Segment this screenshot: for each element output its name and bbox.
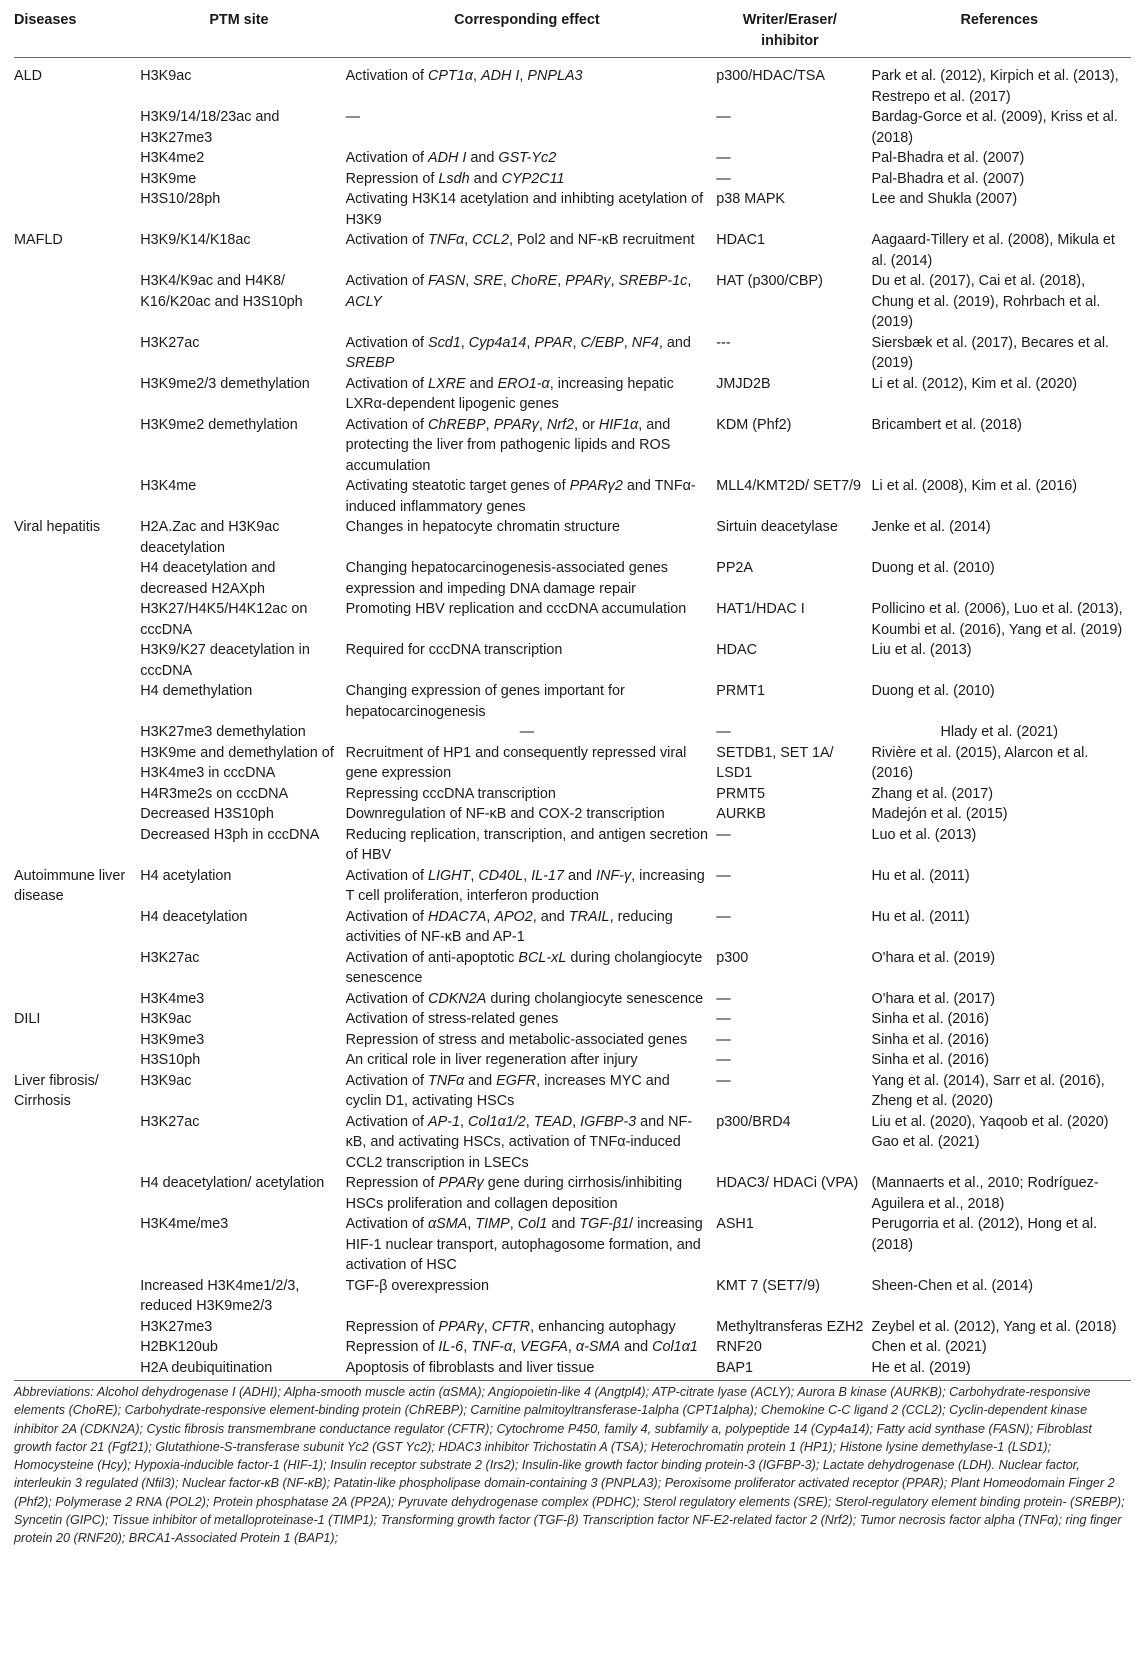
writer-cell: p300/BRD4 bbox=[716, 1113, 791, 1130]
ptm-site-cell: H3K9ac bbox=[140, 1011, 192, 1027]
table-row bbox=[14, 681, 1131, 722]
writer-cell: — bbox=[716, 1031, 731, 1048]
ptm-site-cell: H3K4/K9ac and H4K8/ K16/K20ac and H3S10ph bbox=[140, 273, 303, 310]
effect-cell: Repression of PPARγ, CFTR, enhancing autophagy bbox=[345, 1318, 676, 1335]
reference-cell: Perugorria et al. (2012), Hong et al. (2018) bbox=[871, 1216, 1098, 1253]
writer-cell: — bbox=[716, 109, 731, 125]
ptm-site-cell: H3K27ac bbox=[140, 1113, 200, 1130]
reference-cell: Lee and Shukla (2007) bbox=[871, 191, 1018, 207]
effect-cell: An critical role in liver regeneration after injury bbox=[345, 1052, 638, 1068]
ptm-site-cell: H3K27ac bbox=[140, 949, 200, 966]
reference-cell: (Mannaerts et al., 2010; Rodríguez-Aguilera et al., 2018) bbox=[871, 1175, 1099, 1212]
ptm-site-cell: H3S10/28ph bbox=[140, 191, 221, 207]
writer-cell: KMT 7 (SET7/9) bbox=[716, 1277, 820, 1294]
effect-cell: Repression of PPARγ gene during cirrhosis/inhibiting HSCs proliferation and collagen deposition bbox=[345, 1175, 683, 1212]
writer-cell: — bbox=[716, 908, 731, 925]
reference-cell: Yang et al. (2014), Sarr et al. (2016), Zheng et al. (2020) bbox=[871, 1072, 1105, 1109]
writer-cell: — bbox=[716, 1072, 731, 1089]
writer-cell: ASH1 bbox=[716, 1216, 754, 1232]
disease-cell bbox=[14, 599, 136, 640]
table-row bbox=[14, 640, 1131, 681]
reference-cell: Chen et al. (2021) bbox=[871, 1339, 987, 1355]
ptm-site-cell: H3K9me2 demethylation bbox=[140, 416, 298, 433]
effect-cell: Activation of FASN, SRE, ChoRE, PPARγ, SREBP-1c, ACLY bbox=[345, 273, 692, 310]
disease-cell bbox=[14, 804, 136, 825]
table-row bbox=[14, 866, 1131, 907]
writer-cell: Sirtuin deacetylase bbox=[716, 519, 838, 535]
reference-cell: Hlady et al. (2021) bbox=[940, 724, 1059, 740]
disease-cell bbox=[14, 148, 136, 169]
disease-cell bbox=[14, 1317, 136, 1338]
reference-cell: Bardag-Gorce et al. (2009), Kriss et al. (2018) bbox=[871, 109, 1118, 146]
abbreviations-footnote: Abbreviations: Alcohol dehydrogenase I (ADHI); Alpha-smooth muscle actin (αSMA); Angiopoietin-like 4 (Angtpl4); ATP-citrate lyase (ACLY); Aurora B kinase (AURKB); Carbohydrate-responsive elements (ChoRE); Carbohydrate-responsive element-binding protein (ChREBP); Carnitine palmitoyltransferase-1alpha (CPT1alpha); Chemokine C-C ligand 2 (CCL2); Cyclin-dependent kinase inhibitor 2A (CDKN2A); Cystic fibrosis transmembrane conductance regulator (CFTR); Cytochrome P450, family 4, subfamily a, polypeptide 14 (Cyp4a14); Fatty acid synthase (FASN); Fibroblast growth factor 21 (Fgf21); Glutathione-S-transferase subunit Yc2 (GST Yc2); HDAC3 inhibitor Trichostatin A (TSA); Heterochromatin protein 1 (HP1); Histone lysine demethylase-1 (LSD1); Homocysteine (Hcy); Hypoxia-inducible factor-1 (HIF-1); Insulin receptor substrate 2 (Irs2); Insulin-like growth factor binding protein-3 (IGFBP-3); Lactate dehydrogenase (LDH). Nuclear factor, interleukin 3 regulated (Nfil3); Nuclear factor-κB (NF-κB); Patatin-like phospholipase domain-containing 3 (PNPLA3); Peroxisome proliferator activated receptor (PPAR); Plant Homeodomain Finger 2 (Phf2); Polymerase 2 RNA (POL2); Protein phosphatase 2A (PP2A); Pyruvate dehydrogenase complex (PDHC); Sterol regulatory elements (SRE); Sterol-regulatory element binding protein- (SREBP); Syncetin (GIPC); Tissue inhibitor of metalloproteinase-1 (TIMP1); Transforming growth factor (TGF-β) Transcription factor NF-E2-related factor 2 (Nrf2); Tumor necrosis factor alpha (TNFα); ring finger protein 20 (RNF20); BRCA1-Associated Protein 1 (BAP1); bbox=[14, 1385, 1125, 1546]
writer-cell: JMJD2B bbox=[716, 375, 771, 392]
header-diseases: Diseases bbox=[14, 6, 136, 58]
ptm-site-cell: H3K9ac bbox=[140, 68, 192, 84]
writer-cell: Methyltransferas EZH2 bbox=[716, 1318, 864, 1335]
effect-cell: Changes in hepatocyte chromatin structure bbox=[345, 519, 620, 535]
effect-cell: Activation of LXRE and ERO1-α, increasing hepatic LXRα-dependent lipogenic genes bbox=[345, 375, 674, 412]
writer-cell: — bbox=[716, 170, 731, 187]
effect-cell: Activation of ADH I and GST-Yc2 bbox=[345, 150, 557, 166]
writer-cell: — bbox=[716, 1011, 731, 1027]
reference-cell: Liu et al. (2020), Yaqoob et al. (2020) Gao et al. (2021) bbox=[871, 1113, 1109, 1150]
reference-cell: Hu et al. (2011) bbox=[871, 867, 970, 884]
disease-cell: Liver fibrosis/ Cirrhosis bbox=[14, 1072, 99, 1109]
effect-cell: Activation of αSMA, TIMP, Col1 and TGF-β1/ increasing HIF-1 nuclear transport, autophagosome formation, and activation of HSC bbox=[345, 1216, 703, 1273]
effect-cell: Required for cccDNA transcription bbox=[345, 642, 563, 658]
effect-cell: Activation of CPT1α, ADH I, PNPLA3 bbox=[345, 68, 583, 84]
writer-cell: HDAC bbox=[716, 642, 758, 658]
disease-cell bbox=[14, 189, 136, 230]
writer-cell: BAP1 bbox=[712, 1358, 867, 1381]
disease-cell bbox=[14, 333, 136, 374]
table-row bbox=[14, 58, 1131, 108]
table-row bbox=[14, 517, 1131, 558]
ptm-site-cell: H4 deacetylation bbox=[140, 908, 248, 925]
effect-cell: Activation of LIGHT, CD40L, IL-17 and INF-γ, increasing T cell proliferation, interferon production bbox=[345, 867, 705, 904]
reference-cell: Aagaard-Tillery et al. (2008), Mikula et al. (2014) bbox=[871, 232, 1115, 269]
writer-cell: — bbox=[716, 724, 731, 740]
effect-cell: Activation of anti-apoptotic BCL-xL during cholangiocyte senescence bbox=[345, 949, 703, 986]
table-row bbox=[14, 1050, 1131, 1071]
writer-cell: HAT (p300/CBP) bbox=[716, 273, 823, 289]
writer-cell: p38 MAPK bbox=[716, 191, 786, 207]
table-row bbox=[14, 599, 1131, 640]
effect-cell: Repression of IL-6, TNF-α, VEGFA, α-SMA and Col1α1 bbox=[345, 1339, 698, 1355]
effect-cell: Repression of Lsdh and CYP2C11 bbox=[345, 170, 565, 187]
disease-cell bbox=[14, 169, 136, 190]
table-body bbox=[14, 58, 1131, 1381]
ptm-site-cell: H3K4me/me3 bbox=[140, 1216, 229, 1232]
reference-cell: Hu et al. (2011) bbox=[871, 908, 970, 925]
header-row bbox=[14, 6, 1131, 58]
reference-cell: Zeybel et al. (2012), Yang et al. (2018) bbox=[871, 1318, 1117, 1335]
disease-cell bbox=[14, 1173, 136, 1214]
reference-cell: Sinha et al. (2016) bbox=[871, 1011, 990, 1027]
table-row bbox=[14, 1276, 1131, 1317]
header-writer-eraser-inhibitor: Writer/Eraser/ inhibitor bbox=[712, 6, 867, 58]
reference-cell: Duong et al. (2010) bbox=[871, 560, 995, 576]
disease-cell bbox=[14, 640, 136, 681]
effect-cell: Activation of TNFα, CCL2, Pol2 and NF-κB recruitment bbox=[345, 232, 695, 248]
reference-cell: Sinha et al. (2016) bbox=[871, 1031, 990, 1048]
effect-cell: — bbox=[519, 724, 535, 740]
disease-cell: Autoimmune liver disease bbox=[14, 867, 126, 904]
table-row bbox=[14, 948, 1131, 989]
table-row bbox=[14, 1317, 1131, 1338]
ptm-site-cell: H4 acetylation bbox=[140, 867, 232, 884]
header-corresponding-effect: Corresponding effect bbox=[342, 6, 713, 58]
reference-cell: Bricambert et al. (2018) bbox=[871, 416, 1022, 433]
ptm-site-cell: H3K27me3 bbox=[140, 1318, 213, 1335]
effect-cell: Activation of CDKN2A during cholangiocyte senescence bbox=[345, 990, 704, 1007]
reference-cell: Rivière et al. (2015), Alarcon et al. (2016) bbox=[871, 744, 1089, 781]
effect-cell: Activation of HDAC7A, APO2, and TRAIL, reducing activities of NF-κB and AP-1 bbox=[345, 908, 673, 945]
ptm-site-cell: H2BK120ub bbox=[140, 1339, 218, 1355]
disease-cell bbox=[14, 722, 136, 743]
ptm-site-cell: H4 deacetylation and decreased H2AXph bbox=[140, 560, 276, 597]
ptm-site-cell: H4 deacetylation/ acetylation bbox=[140, 1175, 325, 1191]
ptm-site-cell: H3K27ac bbox=[140, 334, 200, 351]
ptm-site-cell: H4 demethylation bbox=[140, 683, 253, 699]
reference-cell: Pollicino et al. (2006), Luo et al. (2013), Koumbi et al. (2016), Yang et al. (2019) bbox=[871, 601, 1123, 638]
ptm-site-cell: H3K9me and demethylation of H3K4me3 in cccDNA bbox=[140, 744, 334, 781]
table-row bbox=[14, 1214, 1131, 1276]
ptm-site-cell: H3K27/H4K5/H4K12ac on cccDNA bbox=[140, 601, 308, 638]
effect-cell: Repressing cccDNA transcription bbox=[345, 785, 556, 802]
disease-cell bbox=[14, 989, 136, 1010]
disease-cell bbox=[14, 1276, 136, 1317]
effect-cell: Activation of stress-related genes bbox=[345, 1011, 559, 1027]
reference-cell: Siersbæk et al. (2017), Becares et al. (2019) bbox=[871, 334, 1110, 371]
table-header bbox=[14, 6, 1131, 58]
disease-cell: MAFLD bbox=[14, 232, 63, 248]
disease-cell bbox=[14, 1050, 136, 1071]
table-row bbox=[14, 1009, 1131, 1030]
writer-cell: p300/HDAC/TSA bbox=[716, 68, 826, 84]
header-references: References bbox=[868, 6, 1132, 58]
disease-cell bbox=[14, 1358, 136, 1381]
disease-cell bbox=[14, 743, 136, 784]
disease-cell bbox=[14, 415, 136, 477]
ptm-site-cell: H4R3me2s on cccDNA bbox=[140, 785, 289, 802]
disease-cell bbox=[14, 1214, 136, 1276]
disease-cell: DILI bbox=[14, 1011, 41, 1027]
writer-cell: — bbox=[716, 867, 731, 884]
writer-cell: --- bbox=[716, 334, 731, 351]
ptm-site-cell: Decreased H3ph in cccDNA bbox=[140, 826, 320, 843]
effect-cell: Repression of stress and metabolic-associated genes bbox=[345, 1031, 688, 1048]
writer-cell: PRMT1 bbox=[716, 683, 766, 699]
ptm-site-cell: H3K9me3 bbox=[140, 1031, 205, 1048]
disease-cell bbox=[14, 1112, 136, 1174]
writer-cell: RNF20 bbox=[716, 1339, 762, 1355]
disease-cell bbox=[14, 907, 136, 948]
table-row bbox=[14, 1071, 1131, 1112]
table-row bbox=[14, 271, 1131, 333]
table-row bbox=[14, 722, 1131, 743]
effect-cell: TGF-β overexpression bbox=[345, 1277, 490, 1294]
ptm-table bbox=[14, 6, 1131, 1381]
reference-cell: Du et al. (2017), Cai et al. (2018), Chung et al. (2019), Rohrbach et al. (2019) bbox=[871, 273, 1101, 330]
header-ptm-site: PTM site bbox=[136, 6, 341, 58]
ptm-site-cell: Decreased H3S10ph bbox=[140, 806, 274, 822]
disease-cell bbox=[14, 476, 136, 517]
writer-cell: MLL4/KMT2D/ SET7/9 bbox=[716, 478, 861, 494]
table-row bbox=[14, 825, 1131, 866]
reference-cell: Sinha et al. (2016) bbox=[871, 1052, 990, 1068]
writer-cell: — bbox=[716, 1052, 731, 1068]
ptm-site-cell: Increased H3K4me1/2/3, reduced H3K9me2/3 bbox=[140, 1277, 300, 1314]
ptm-site-cell: H2A deubiquitination bbox=[136, 1358, 341, 1381]
disease-cell bbox=[14, 681, 136, 722]
writer-cell: — bbox=[716, 826, 731, 843]
disease-cell bbox=[14, 374, 136, 415]
effect-cell: Activating steatotic target genes of PPARγ2 and TNFα-induced inflammatory genes bbox=[345, 478, 696, 515]
table-row bbox=[14, 374, 1131, 415]
disease-cell bbox=[14, 825, 136, 866]
reference-cell: Duong et al. (2010) bbox=[871, 683, 995, 699]
table-row bbox=[14, 1358, 1131, 1381]
effect-cell: Activation of ChREBP, PPARγ, Nrf2, or HIF1α, and protecting the liver from pathogenic lipids and ROS accumulation bbox=[345, 416, 671, 474]
ptm-site-cell: H3K9/K27 deacetylation in cccDNA bbox=[140, 642, 310, 679]
reference-cell: Madejón et al. (2015) bbox=[871, 806, 1008, 822]
ptm-site-cell: H2A.Zac and H3K9ac deacetylation bbox=[140, 519, 280, 556]
effect-cell: Changing hepatocarcinogenesis-associated genes expression and impeding DNA damage repair bbox=[345, 560, 668, 597]
writer-cell: PP2A bbox=[716, 560, 754, 576]
effect-cell: Downregulation of NF-κB and COX-2 transcription bbox=[345, 806, 665, 822]
disease-cell: Viral hepatitis bbox=[14, 519, 101, 535]
table-row bbox=[14, 415, 1131, 477]
effect-cell: Reducing replication, transcription, and antigen secretion of HBV bbox=[345, 826, 708, 863]
table-row bbox=[14, 169, 1131, 190]
ptm-site-cell: H3K9/K14/K18ac bbox=[140, 232, 251, 248]
effect-cell: Changing expression of genes important for hepatocarcinogenesis bbox=[345, 683, 625, 720]
disease-cell bbox=[14, 1030, 136, 1051]
ptm-site-cell: H3K9me2/3 demethylation bbox=[140, 375, 310, 392]
table-row bbox=[14, 1337, 1131, 1358]
ptm-site-cell: H3K9ac bbox=[140, 1072, 192, 1089]
table-row bbox=[14, 107, 1131, 148]
writer-cell: p300 bbox=[716, 949, 749, 966]
reference-cell: He et al. (2019) bbox=[868, 1358, 1132, 1381]
disease-cell bbox=[14, 784, 136, 805]
disease-cell bbox=[14, 948, 136, 989]
writer-cell: HDAC1 bbox=[716, 232, 766, 248]
reference-cell: Sheen-Chen et al. (2014) bbox=[871, 1277, 1034, 1294]
writer-cell: PRMT5 bbox=[716, 785, 766, 802]
ptm-site-cell: H3S10ph bbox=[140, 1052, 201, 1068]
reference-cell: Pal-Bhadra et al. (2007) bbox=[871, 170, 1025, 187]
table-row bbox=[14, 476, 1131, 517]
table-row bbox=[14, 804, 1131, 825]
table-row bbox=[14, 743, 1131, 784]
disease-cell: ALD bbox=[14, 68, 42, 84]
writer-cell: HAT1/HDAC I bbox=[716, 601, 805, 617]
table-row bbox=[14, 989, 1131, 1010]
disease-cell bbox=[14, 271, 136, 333]
reference-cell: Pal-Bhadra et al. (2007) bbox=[871, 150, 1025, 166]
reference-cell: Li et al. (2008), Kim et al. (2016) bbox=[871, 478, 1078, 494]
table-row bbox=[14, 148, 1131, 169]
table-row bbox=[14, 230, 1131, 271]
reference-cell: Jenke et al. (2014) bbox=[871, 519, 991, 535]
effect-cell: Recruitment of HP1 and consequently repressed viral gene expression bbox=[345, 744, 687, 781]
reference-cell: Park et al. (2012), Kirpich et al. (2013), Restrepo et al. (2017) bbox=[871, 68, 1119, 105]
ptm-site-cell: H3K27me3 demethylation bbox=[140, 724, 306, 740]
table-row bbox=[14, 1112, 1131, 1174]
ptm-site-cell: H3K4me bbox=[140, 478, 197, 494]
reference-cell: Liu et al. (2013) bbox=[871, 642, 972, 658]
effect-cell: Apoptosis of fibroblasts and liver tissue bbox=[342, 1358, 713, 1381]
reference-cell: Li et al. (2012), Kim et al. (2020) bbox=[871, 375, 1078, 392]
reference-cell: O'hara et al. (2019) bbox=[871, 949, 996, 966]
disease-cell bbox=[14, 1337, 136, 1358]
writer-cell: HDAC3/ HDACi (VPA) bbox=[716, 1175, 859, 1191]
reference-cell: Zhang et al. (2017) bbox=[871, 785, 994, 802]
disease-cell bbox=[14, 107, 136, 148]
ptm-site-cell: H3K4me2 bbox=[140, 150, 205, 166]
table-row bbox=[14, 1173, 1131, 1214]
table-row bbox=[14, 189, 1131, 230]
effect-cell: Promoting HBV replication and cccDNA accumulation bbox=[345, 601, 687, 617]
effect-cell: Activation of AP-1, Col1α1/2, TEAD, IGFBP-3 and NF-κB, and activating HSCs, activation of TNFα-induced CCL2 transcription in LSECs bbox=[345, 1113, 693, 1171]
reference-cell: O'hara et al. (2017) bbox=[871, 990, 996, 1007]
writer-cell: SETDB1, SET 1A/ LSD1 bbox=[716, 744, 834, 781]
table-row bbox=[14, 784, 1131, 805]
writer-cell: — bbox=[716, 150, 731, 166]
effect-cell: Activation of TNFα and EGFR, increases MYC and cyclin D1, activating HSCs bbox=[345, 1072, 670, 1109]
effect-cell: — bbox=[345, 109, 360, 125]
writer-cell: — bbox=[716, 990, 731, 1007]
writer-cell: KDM (Phf2) bbox=[716, 416, 792, 433]
writer-cell: AURKB bbox=[716, 806, 766, 822]
ptm-site-cell: H3K9/14/18/23ac and H3K27me3 bbox=[140, 109, 280, 146]
ptm-site-cell: H3K9me bbox=[140, 170, 197, 187]
table-row bbox=[14, 907, 1131, 948]
table-row bbox=[14, 333, 1131, 374]
effect-cell: Activation of Scd1, Cyp4a14, PPAR, C/EBP, NF4, and SREBP bbox=[345, 334, 691, 371]
table-row bbox=[14, 1030, 1131, 1051]
ptm-site-cell: H3K4me3 bbox=[140, 990, 205, 1007]
effect-cell: Activating H3K14 acetylation and inhibting acetylation of H3K9 bbox=[345, 191, 704, 228]
reference-cell: Luo et al. (2013) bbox=[871, 826, 977, 843]
disease-cell bbox=[14, 558, 136, 599]
table-row bbox=[14, 558, 1131, 599]
